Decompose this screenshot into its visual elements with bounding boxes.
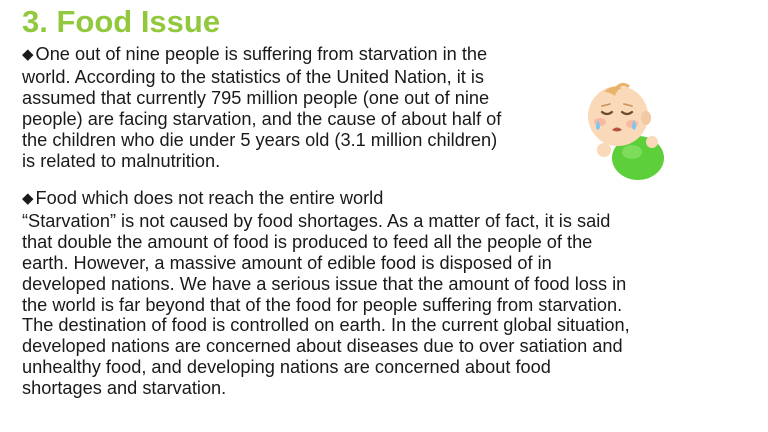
section-line: earth. However, a massive amount of edible food is disposed of in (22, 252, 552, 273)
section-line: the world is far beyond that of the food for people suffering from starvation. (22, 294, 623, 315)
section-line: ◆ Food which does not reach the entire world (22, 188, 384, 208)
section-line: The destination of food is controlled on earth. In the current global situation, (22, 315, 630, 336)
section-food-distribution (22, 188, 752, 399)
section-line: shortages and starvation. (22, 378, 227, 399)
slide-title: 3. Food Issue (22, 4, 221, 39)
section-line: assumed that currently 795 million people (one out of nine (22, 87, 490, 108)
section-line: unhealthy food, and developing nations are concerned about food (22, 357, 551, 378)
section-line: developed nations are concerned about diseases due to over satiation and (22, 336, 623, 357)
section-line: ◆ One out of nine people is suffering from starvation in the (22, 44, 488, 64)
section-line: the children who die under 5 years old (3.1 million children) (22, 129, 498, 150)
diamond-bullet-icon: ◆ (22, 190, 34, 207)
section-line: is related to malnutrition. (22, 150, 221, 171)
section-starvation (22, 44, 582, 171)
section-line: world. According to the statistics of the United Nation, it is (22, 66, 484, 87)
diamond-bullet-icon: ◆ (22, 46, 34, 63)
crying-baby-icon (582, 80, 674, 182)
section-line: “Starvation” is not caused by food shortages. As a matter of fact, it is said (22, 210, 611, 231)
section-line: people) are facing starvation, and the cause of about half of (22, 108, 502, 129)
section-line: developed nations. We have a serious issue that the amount of food loss in (22, 273, 627, 294)
section-line: that double the amount of food is produced to feed all the people of the (22, 231, 593, 252)
